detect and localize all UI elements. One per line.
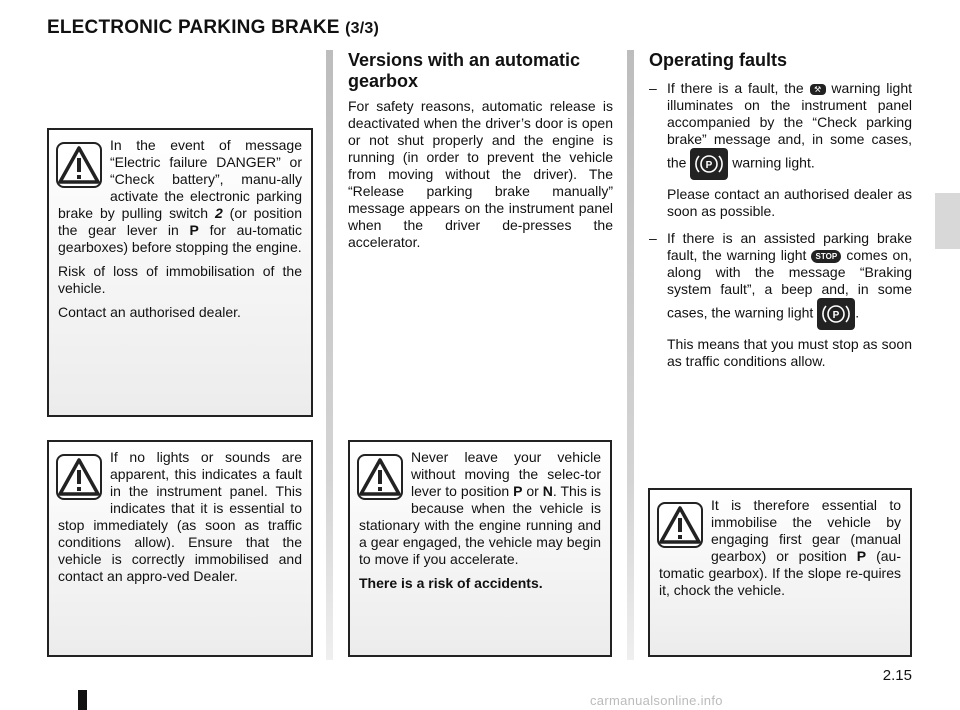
warning-box-electric-failure: In the event of message “Electric failure DANGER” or “Check battery”, manu-ally activate the electronic parking brake by pulling switch 2 (or position the gear lever in P for au-tomatic gearboxes) before stopping the engine. Risk of loss of immobilisation of the vehicle. Contact an authorised dealer. [47, 128, 313, 417]
accident-risk-text: There is a risk of accidents. [359, 575, 543, 591]
warning-triangle-icon [56, 142, 102, 188]
parking-brake-icon [817, 298, 855, 330]
section-heading-automatic: Versions with an automatic gearbox [348, 50, 581, 91]
risk-text: Risk of loss of immobilisation of the vehicle. [58, 263, 302, 296]
section-heading-faults: Operating faults [649, 50, 788, 70]
warning-triangle-icon [56, 454, 102, 500]
page-title [47, 17, 379, 39]
column-divider-left [326, 50, 333, 660]
stop-icon: STOP [811, 250, 841, 263]
wrench-warning-icon: ⚒ [810, 84, 826, 95]
faults-list [649, 80, 912, 380]
watermark: carmanualsonline.info [590, 693, 723, 708]
title-suffix: (3/3) [345, 20, 380, 37]
warning-box-no-lights: If no lights or sounds are apparent, this indicates a fault in the instrument panel. This indicates that it is essential to stop immediately (as soon as traffic conditions allow). Ensure that the vehicle is correctly immobilised and contact an appro-ved Dealer. [47, 440, 313, 657]
list-item: – If there is an assisted parking brake fault, the warning light STOP comes on, along with the message “Braking system fault”, a beep and, in some cases, the warning light P . This means that you must stop as soon as traffic conditions allow. [649, 230, 912, 369]
contact-text: Contact an authorised dealer. [58, 304, 241, 320]
warning-box-never-leave: Never leave your vehicle without moving the selec-tor lever to position P or N. This is because when the vehicle is stationary with the engine running and a gear engaged, the vehicle may begin to move if you accelerate. There is a risk of accidents. [348, 440, 612, 657]
column-divider-right [627, 50, 634, 660]
list-item: – If there is a fault, the ⚒ warning light illuminates on the instrument panel accompanied by the “Check parking brake” message and, in some cases, the P warning light. Please contact an authorised dealer as soon as possible. [649, 80, 912, 219]
warning-box-immobilise: It is therefore essential to immobilise the vehicle by engaging first gear (manual gearbox) or position P (au-tomatic gearbox). If the slope re-quires it, chock the vehicle. [648, 488, 912, 657]
section-tab [935, 193, 960, 249]
page-number: 2.15 [882, 667, 912, 684]
automatic-body-text: For safety reasons, automatic release is deactivated when the driver’s door is open or not shut properly and the engine is running (in order to prevent the vehicle from moving without the driver). The “Release parking brake manually” message appears on the instrument panel when the driver de-presses the accelerator. [348, 98, 613, 250]
corner-mark [78, 690, 87, 710]
parking-brake-icon [690, 148, 728, 180]
title-text: ELECTRONIC PARKING BRAKE [47, 17, 340, 38]
svg-text:P: P [832, 310, 840, 321]
warning-triangle-icon [657, 502, 703, 548]
svg-text:P: P [706, 160, 713, 171]
warning-triangle-icon [357, 454, 403, 500]
